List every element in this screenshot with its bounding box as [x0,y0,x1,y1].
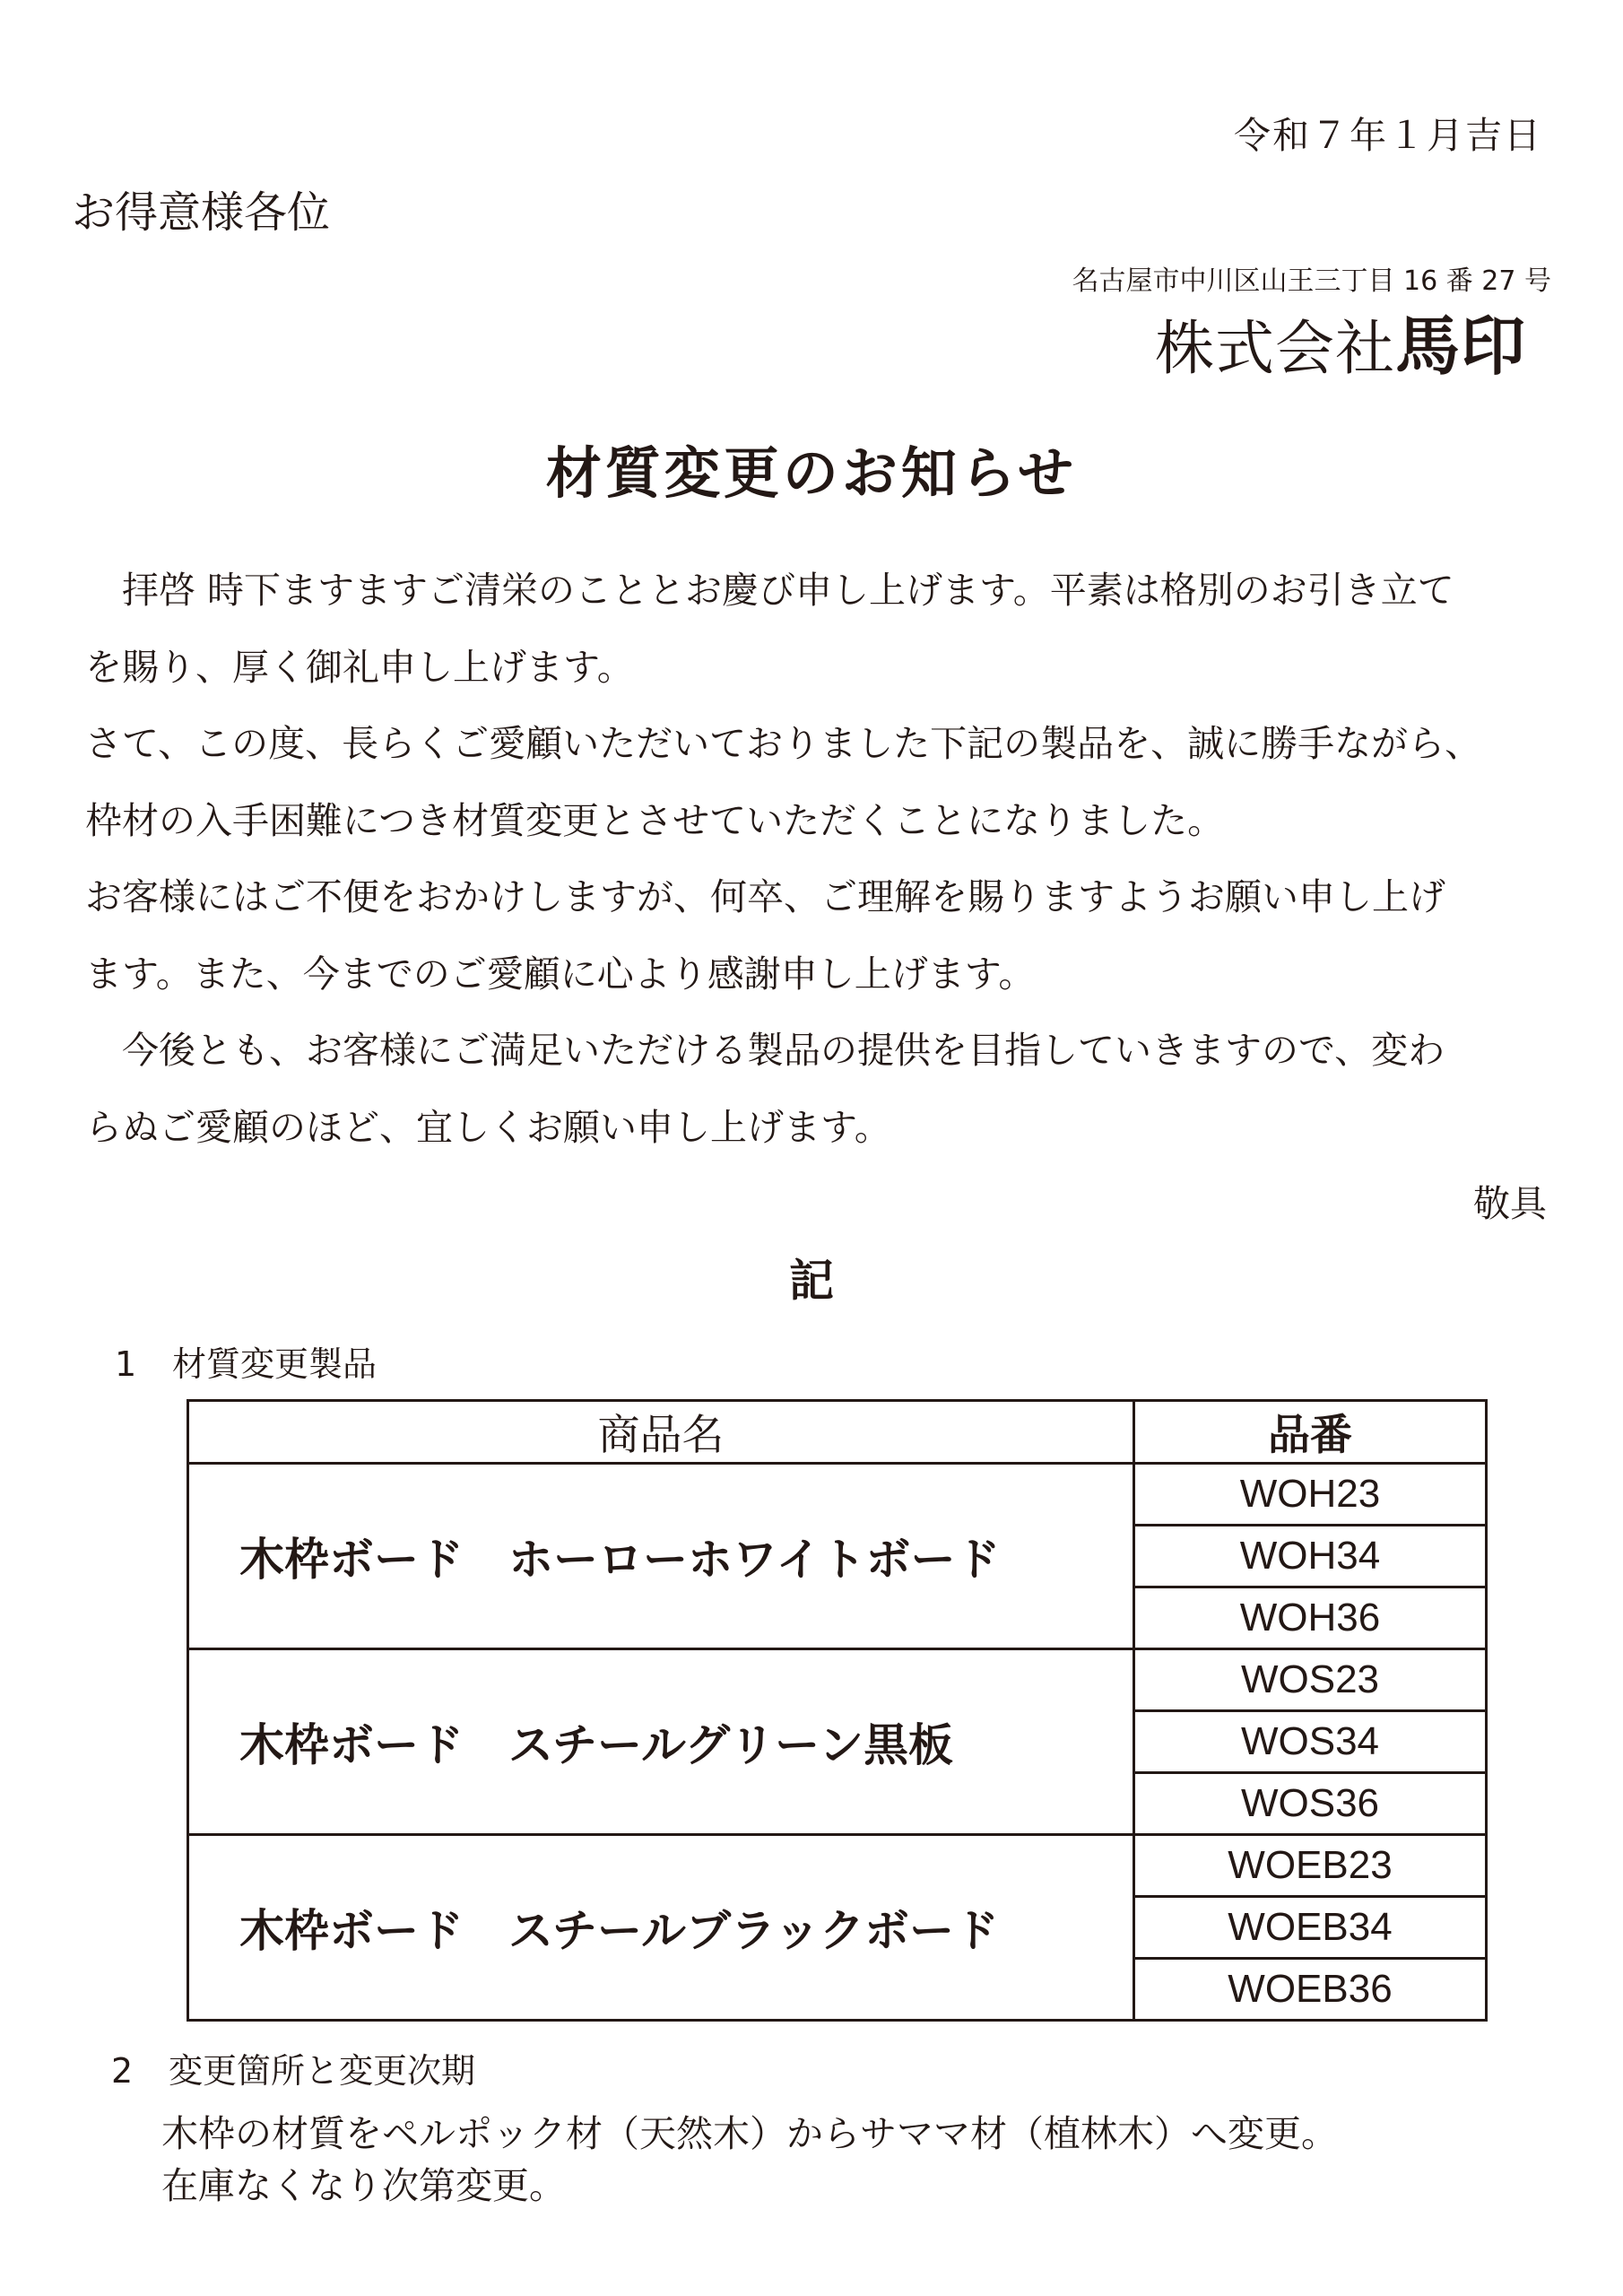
issue-date: 令和７年１月吉日 [1234,114,1542,157]
body-line: お客様にはご不便をおかけしますが、何卒、ご理解を賜りますようお願い申し上げ [85,875,1445,918]
body-line: 今後とも、お客様にご満足いただける製品の提供を目指していきますので、変わ [85,1029,1445,1072]
closing-word: 敬具 [1473,1182,1547,1225]
body-line: 拝啓 時下ますますご清栄のこととお慶び申し上げます。平素は格別のお引き立て [85,569,1454,612]
table-header-row [188,1401,1487,1464]
product-table [187,1399,1488,2022]
company-address: 名古屋市中川区山王三丁目 16 番 27 号 [1072,265,1551,297]
product-code-cell: WOH34 [1134,1526,1487,1587]
company-mark: 馬印 [1394,309,1526,384]
body-line: ます。また、今までのご愛顧に心より感謝申し上げます。 [85,952,1036,996]
letter-body [85,552,1556,1243]
section-2-title: 変更箇所と変更次期 [169,2051,476,2091]
section-1-number: 1 [115,1344,137,1384]
ki-heading: 記 [789,1255,834,1307]
product-name-cell: 木枠ボード スチールグリーン黒板 [188,1649,1134,1835]
change-detail-line: 木枠の材質をペルポック材（天然木）からサママ材（植林木）へ変更。 [161,2112,1338,2155]
section-2-heading [111,2043,475,2092]
product-name-header: 商品名 [188,1401,1134,1464]
product-code-cell: WOEB34 [1134,1897,1487,1959]
document-title: 材質変更のお知らせ [545,440,1078,506]
body-line: さて、この度、長らくご愛顧いただいておりました下記の製品を、誠に勝手ながら、 [85,722,1482,765]
product-name-cell: 木枠ボード スチールブラックボード [188,1835,1134,2021]
product-code-header: 品番 [1134,1401,1487,1464]
product-name-cell: 木枠ボード ホーローホワイトボード [188,1464,1134,1649]
product-code-cell: WOEB23 [1134,1835,1487,1897]
body-line: を賜り、厚く御礼申し上げます。 [85,645,634,689]
table-row [188,1464,1487,1526]
product-code-cell: WOEB36 [1134,1959,1487,2021]
body-line: 枠材の入手困難につき材質変更とさせていただくことになりました。 [85,798,1225,842]
section-2-number: 2 [111,2051,134,2091]
product-code-cell: WOH23 [1134,1464,1487,1526]
table-row [188,1835,1487,1897]
product-code-cell: WOS34 [1134,1711,1487,1773]
product-code-cell: WOH36 [1134,1587,1487,1649]
product-code-cell: WOS36 [1134,1773,1487,1835]
change-detail-line: 在庫なくなり次第変更。 [161,2164,566,2207]
product-code-cell: WOS23 [1134,1649,1487,1711]
company-name [1155,294,1526,387]
recipient: お得意様各位 [72,187,331,238]
company-prefix: 株式会社 [1154,314,1395,383]
table-row [188,1649,1487,1711]
body-line: らぬご愛顧のほど、宜しくお願い申し上げます。 [85,1105,891,1149]
section-1-title: 材質変更製品 [172,1344,378,1384]
section-1-heading [115,1336,377,1386]
